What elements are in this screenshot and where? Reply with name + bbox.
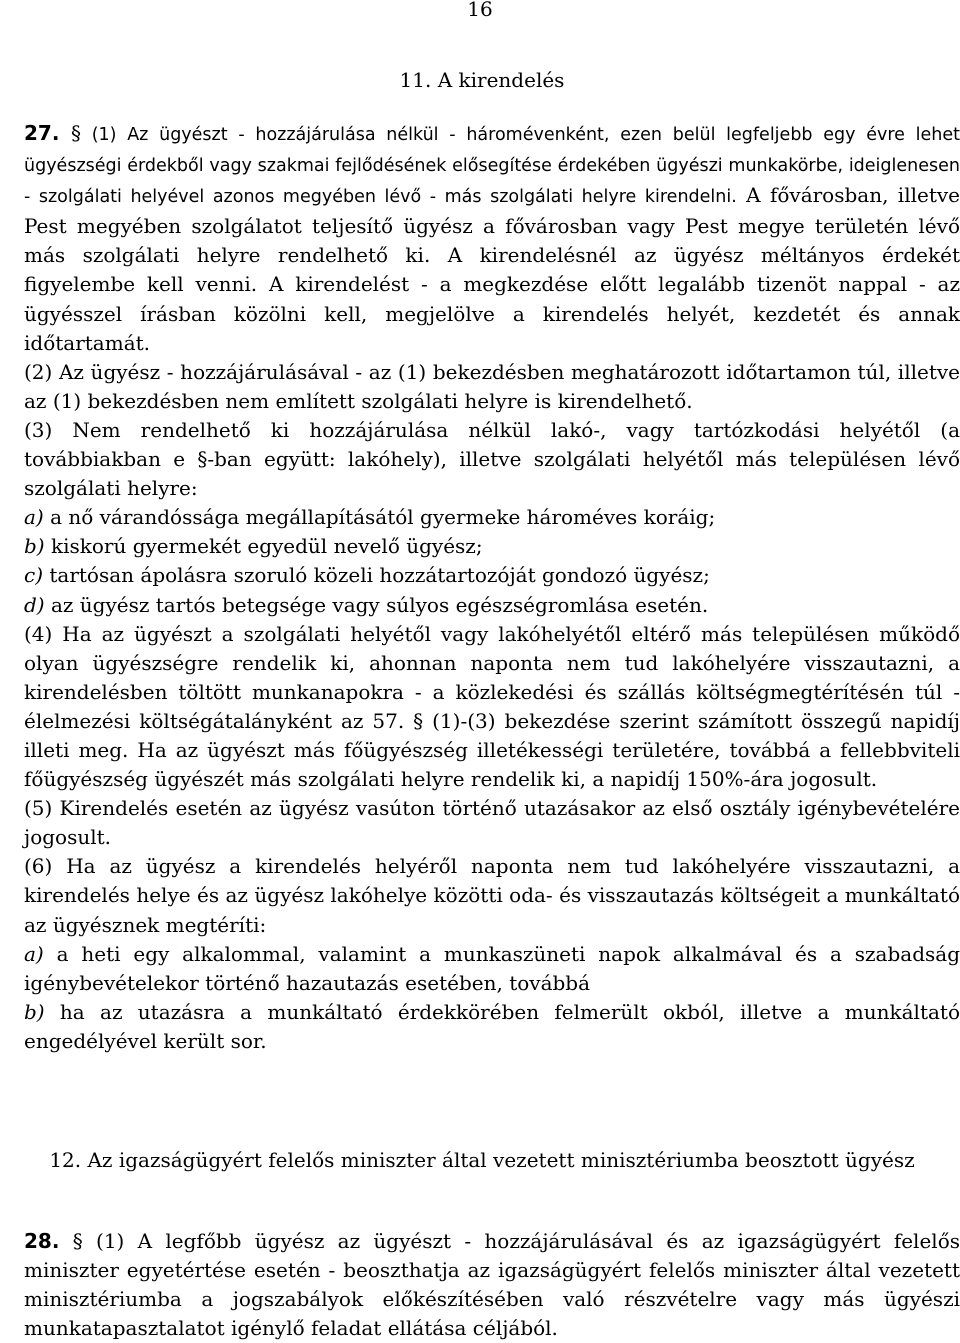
paragraph-text: (1) A legfőbb ügyész az ügyészt - hozzájárulásával és az igazságügyért felelős miniszter egyetértése esetén - beoszthatja az igazságügyért felelős miniszter által vezetett minisztériumba a jogszabályok előkészítésében való részvételre vagy más ügyészi munkatapasztalatot igénylő feladat ellátása céljából.	[24, 1229, 960, 1341]
list-text: ha az utazásra a munkáltató érdekkörében felmerült okból, illetve a munkáltató engedélyével került sor.	[24, 999, 960, 1053]
article-27	[4, 119, 960, 1056]
page-number: 16	[467, 0, 493, 21]
list-item	[4, 561, 960, 590]
list-label: a)	[24, 505, 44, 530]
list-text: tartósan ápolásra szoruló közeli hozzátartozóját gondozó ügyész;	[43, 563, 710, 588]
article-number: 28.	[24, 1229, 60, 1253]
list-item	[4, 503, 960, 532]
paragraph-text: (1)-(3) bekezdése szerint számított összegű napidíj illeti meg. Ha az ügyészt más főügyészség illetékességi területére, továbbá a fellebbviteli főügyészség ügyészét más szolgálati helyre rendelik ki, a napidíj 150%-ára jogosult.	[24, 708, 960, 792]
list-text: kiskorú gyermekét egyedül nevelő ügyész;	[44, 534, 483, 559]
section-sign: §	[197, 447, 208, 472]
paragraph-text: (3) Nem rendelhető ki hozzájárulása nélkül lakó-, vagy tartózkodási helyétől (a továbbiakban e	[24, 417, 960, 472]
section-sign: §	[70, 121, 81, 145]
list-label: c)	[24, 563, 44, 588]
list-label: b)	[24, 534, 45, 559]
article-27-paragraph-3	[4, 416, 960, 503]
section-sign: §	[413, 708, 424, 733]
article-27-paragraph-5: (5) Kirendelés esetén az ügyész vasúton történő utazásakor az első osztály igénybevételére jogosult.	[24, 796, 960, 850]
paragraph-text: (4) Ha az ügyészt a szolgálati helyétől vagy lakóhelyétől eltérő más településen működő olyan ügyészségre rendelik ki, ahonnan naponta nem tud lakóhelyére visszautazni, a kirendelésben töltött munkanapokra - a közlekedési és szállás költségmegtérítésén túl - élelmezési költségátalányként az 57.	[24, 621, 960, 733]
article-28-paragraph-1	[4, 1227, 960, 1343]
article-27-paragraph-6: (6) Ha az ügyész a kirendelés helyéről naponta nem tud lakóhelyére visszautazni, a kirendelés helye és az ügyész lakóhelye közötti oda- és visszautazás költségeit a munkáltató az ügyésznek megtéríti:	[24, 854, 960, 937]
list-item	[4, 998, 960, 1056]
list-label: b)	[24, 999, 45, 1024]
article-number: 27.	[24, 121, 60, 145]
list-label: d)	[24, 592, 45, 617]
article-28	[4, 1227, 960, 1343]
list-item	[4, 940, 960, 998]
paragraph-text: A fővárosban, illetve Pest megyében szolgálatot teljesítő ügyész a fővárosban vagy Pest megye területén lévő más szolgálati helyre rendelhető ki. A kirendelésnél az ügyész méltányos érdekét figyelembe kell venni. A kirendelést - a megkezdése előtt legalább tizenöt nappal - az ügyésszel írásban közölni kell, megjelölve a kirendelés helyét, kezdetét és annak időtartamát.	[24, 183, 960, 355]
section-sign: §	[72, 1229, 83, 1253]
section-heading-12: 12. Az igazságügyért felelős miniszter által vezetett minisztériumba beosztott ügyész	[49, 1148, 915, 1172]
list-text: a heti egy alkalommal, valamint a munkaszüneti napok alkalmával és a szabadság igénybevételekor történő hazautazás esetében, továbbá	[24, 941, 960, 995]
article-27-paragraph-1	[4, 119, 960, 358]
list-text: az ügyész tartós betegsége vagy súlyos egészségromlása esetén.	[44, 592, 709, 617]
article-27-paragraph-4	[4, 620, 960, 795]
paragraph-text-sans: (1) Az ügyészt - hozzájárulása nélkül - háromévenként, ezen belül legfeljebb egy évre lehet ügyészségi érdekből vagy szakmai fejlődésének elősegítése érdekében ügyészi munkakörbe, ideiglenesen - szolgálati helyével azonos megyében lévő - más szolgálati helyre kirendelni.	[24, 125, 960, 208]
section-heading-11: 11. A kirendelés	[399, 68, 565, 92]
list-text: a nő várandóssága megállapításától gyermeke hároméves koráig;	[43, 505, 716, 530]
paragraph-text: -ban együtt: lakóhely), illetve szolgálati helyétől más településen lévő szolgálati helyre:	[24, 447, 960, 501]
list-item	[4, 591, 960, 620]
article-27-paragraph-2: (2) Az ügyész - hozzájárulásával - az (1) bekezdésben meghatározott időtartamon túl, illetve az (1) bekezdésben nem említett szolgálati helyre is kirendelhető.	[24, 359, 960, 413]
list-item	[4, 532, 960, 561]
list-label: a)	[24, 941, 44, 966]
